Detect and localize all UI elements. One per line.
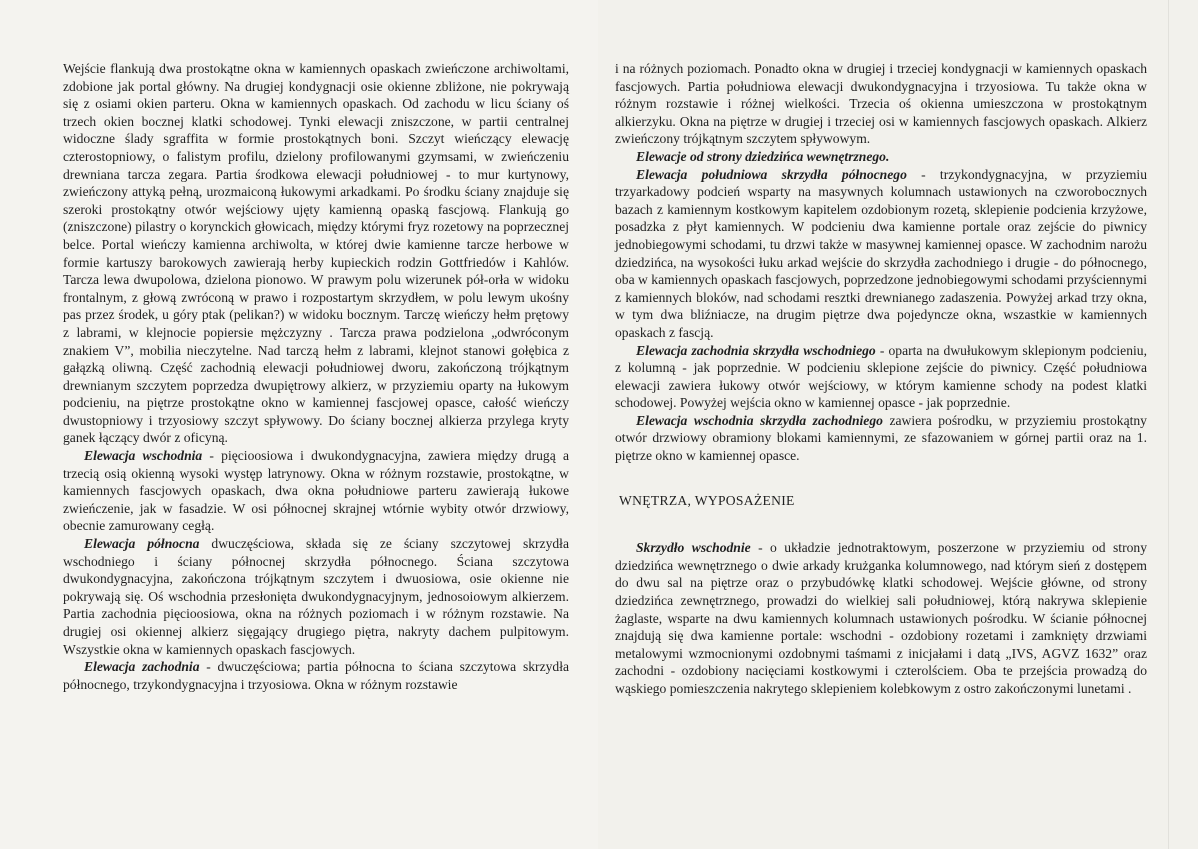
section-heading: WNĘTRZA, WYPOSAŻENIE <box>619 492 795 508</box>
paragraph-north-elevation <box>63 535 569 658</box>
paragraph-lead: Elewacja wschodnia <box>84 448 203 464</box>
paragraph-lead: Skrzydło wschodnie <box>636 540 751 556</box>
paragraph-body: zawiera pośrodku, w przyziemiu prostokątny otwór drzwiowy obramiony blokami kamiennymi, ze sfazowaniem w górnej partii oraz na 1. piętrze okno w kamiennej opasce. <box>615 412 1147 464</box>
paragraph-body: - trzykondygnacyjna, w przyziemiu trzyarkadowy podcień wsparty na masywnych kolumnach ustawionych na czworobocznych bazach z kamiennym kostkowym kapitelem ozdobionym rozetą, sklepienie podcienia krzyżowe, posadzka z płyt kamiennych. W podcieniu dwa kamienne portale oraz zejście do piwnicy jednobiegowymi schodami, tu drzwi także w masywnej kamiennej opasce. W zachodnim narożu dziedzińca, na wysokości łuku arkad wejście do skrzydła zachodniego i drugie - do północnego, oba w kamiennych opaskach fascjowych, poprzedzone jednobiegowymi schodami przyściennymi z kamiennych bloków, nad schodami resztki drewnianego zadaszenia. Powyżej arkad trzy okna, w tym dwa bliźniacze, na drugim piętrze dwa pojedyncze okna, wszastkie w kamiennych opaskach z fascją. <box>615 166 1147 340</box>
paragraph-east-elevation <box>63 447 569 535</box>
subheading-courtyard-elevations <box>615 148 1147 166</box>
paragraph-body: - oparta na dwułukowym sklepionym podcieniu, z kolumną - jak poprzednie. W podcieniu sklepione zejście do piwnicy. Część południowa elewacji zawiera łukowy otwór wejściowy, w którym kamienne schody na podest klatki schodowej. Powyżej wejścia okno w kamiennej opasce - jak poprzednie. <box>615 342 1147 411</box>
paragraph-east-wing-west-elevation <box>615 342 1147 412</box>
right-text-column <box>615 60 1147 698</box>
paragraph-lead: Elewacja zachodnia <box>84 659 200 675</box>
paragraph-body: - o układzie jednotraktowym, poszerzone w przyziemiu od strony dziedzińca wewnętrznego o dwie arkady krużganka kolumnowego, nad którym sień z dostępem do dwu sal na piętrze oraz o przybudówkę klatki schodowej. Wejście główne, od strony dziedzińca zewnętrznego, prowadzi do wielkiej sali południowej, którą nakrywa sklepienie żaglaste, wsparte na dwu kamiennych kolumnach ustawionych pośrodku. W ścianie północnej znajdują się dwa kamienne portale: wschodni - ozdobiony rozetami i zamknięty drzwiami metalowymi wzmocnionymi ozdobnymi taśmami z inicjałami i datą „IVS, AGVZ 1632” oraz zachodni - ozdobiony nacięciami kostkowymi i czterolściem. Oba te przejścia prowadzą do wąskiego pomieszczenia nakrytego sklepieniem kolebkowym z ostro zakończonymi lunetami . <box>615 540 1147 696</box>
paragraph-entrance-description: Wejście flankują dwa prostokątne okna w kamiennych opaskach zwieńczone archiwoltami, zdobione jak portal główny. Na drugiej kondygnacji osie okienne zbliżone, nie pokrywają się z osiami okien parteru. Okna w kamiennych opaskach. Od zachodu w licu ściany oś trzech okien bocznej klatki schodowej. Tynki elewacji zniszczone, w partii centralnej widoczne ślady sgraffita w formie prostokątnych boni. Szczyt wieńczący elewację czterostopniowy, o falistym profilu, dzielony profilowanymi gzymsami, w zwieńczeniu drewniana tarcza zegara. Partia środkowa elewacji południowej - to mur kurtynowy, zwieńczony attyką pełną, urozmaiconą łukowymi arkadkami. Po środku ściany znajduje się szeroki prostokątny otwór wejściowy ujęty kamienną opaską fascjową. Flankują go (zniszczone) pilastry o korynckich głowicach, między którymi fryz rozetowy na poprzecznej belce. Portal wieńczy kamienna archiwolta, w której dwie kamienne tarcze herbowe w formie kartuszy barokowych zawierają herby kupieckich rodzin Gottfriedów i Kahlów. Tarcza lewa dwupolowa, dzielona pionowo. W prawym polu wizerunek pół-orła w widoku frontalnym, z głową zwróconą w prawo i rozpostartym skrzydłem, w polu lewym ukośny pas przez środek, u góry ptak (pelikan?) w widoku bocznym. Tarczę wieńczy hełm prętowy z labrami, w klejnocie popiersie mężczyzny . Tarcza prawa podzielona „odwróconym znakiem V”, mobilia nieczytelne. Nad tarczą hełm z labrami, klejnot stanowi gołębica z gałązką oliwną. Część zachodnią elewacji południowej dworu, zakończoną trójkątnym drewnianym szczytem poprzedza dwupiętrowy alkierz, w przyziemiu oparty na łukowym podcieniu, na piętrze prostokątne okno w kamiennej fascjowej opasce, całość wieńczy dwustopniowy i trzyosiowy szczyt spływowy. Do ściany bocznej alkierza przylega kryty ganek łączący dwór z oficyną. <box>63 61 569 446</box>
paragraph-lead: Elewacja zachodnia skrzydła wschodniego <box>636 342 876 358</box>
left-page <box>0 0 598 849</box>
paragraph-body: dwuczęściowa, składa się ze ściany szczytowej skrzydła wschodniego i ściany północnej skrzydła północnego. Ściana szczytowa dwukondygnacyjna, zakończona trójkątnym szczytem i dwuosiowa, osie okienne nie pokrywają się. Oś wschodnia przesłonięta dwukondygnacyjnym, jednosoiowym alkierzem. Partia zachodnia pięcioosiowa, okna na różnych poziomach i w różnym rozstawie. Na drugiej osi okiennej alkierz sięgający drugiego piętra, nakryty dachem pulpitowym. Wszystkie okna w kamiennych opaskach fascjowych. <box>63 536 569 657</box>
paragraph-lead: Elewacja północna <box>84 536 200 552</box>
paragraph-body: - pięcioosiowa i dwukondygnacyjna, zawiera między drugą a trzecią osią okienną wysoki występ latrynowy. Okna w różnym rozstawie, prostokątne, w kamiennych fascjowych opaskach, dwa okna południowe parteru zawierają łukowe zwieńczenie, jak w fasadzie. W osi północnej skrajnej wtórnie wybity otwór drzwiowy, obecnie zamurowany cegłą. <box>63 448 569 534</box>
left-text-column <box>63 60 569 693</box>
paragraph-east-wing-interior <box>615 539 1147 697</box>
paragraph-west-elevation <box>63 658 569 693</box>
paragraph-north-wing-south-elevation <box>615 166 1147 342</box>
paragraph-west-elevation-cont: i na różnych poziomach. Ponadto okna w drugiej i trzeciej kondygnacji w kamiennych opaskach fascjowych. Partia południowa elewacji dwukondygnacyjna i trzyosiowa. Tu także okna w różnym rozstawie i różnej wielkości. Trzecia oś okienna umieszczona w prostokątnym alkierzyku. Okna na piętrze w drugiej i trzeciej osi w kamiennych fascjowych opaskach. Alkierz zwieńczony trójkątnym szczytem spływowym. <box>615 61 1147 147</box>
page-edge <box>1168 0 1169 849</box>
paragraph-body: - dwuczęściowa; partia północna to ściana szczytowa skrzydła północnego, trzykondygnacyjna i trzyosiowa. Okna w różnym rozstawie <box>63 659 570 692</box>
paragraph-lead: Elewacja południowa skrzydła północnego <box>636 166 907 182</box>
paragraph-lead: Elewacje od strony dziedzińca wewnętrznego. <box>636 148 890 164</box>
paragraph-lead: Elewacja wschodnia skrzydła zachodniego <box>636 412 883 428</box>
paragraph-west-wing-east-elevation <box>615 412 1147 465</box>
